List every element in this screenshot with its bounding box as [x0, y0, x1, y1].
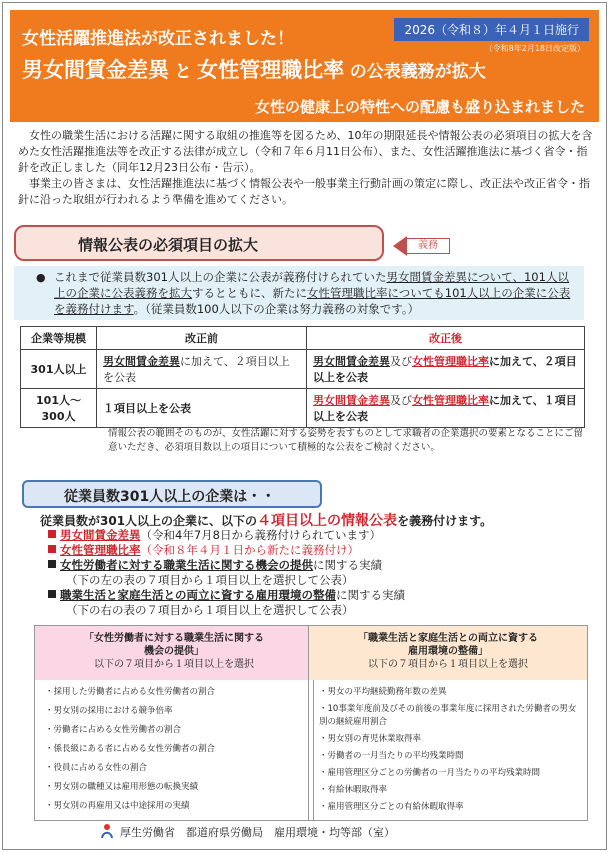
opportunity-items-header: [35, 626, 313, 680]
section2-lead: [40, 510, 492, 530]
headline-wage-gap: 男女間賃金差異: [22, 58, 169, 82]
required-items-list: [48, 528, 588, 618]
table-row: [21, 350, 585, 389]
lead-text-a: 従業員数が301人以上の企業に、以下の: [40, 514, 258, 528]
list-item: ・雇用管理区分ごとの労働者の一月当たりの平均残業時間: [319, 768, 541, 778]
comparison-table: [20, 326, 585, 428]
footer-issuer: 厚生労働省 都道府県労働局 雇用環境・均等部（室）: [120, 826, 395, 839]
list-item: ・採用した労働者に占める女性労働者の割合: [45, 687, 216, 697]
lead-emphasis: ４項目以上の情報公表: [257, 513, 398, 529]
headline-manager-ratio: 女性管理職比率: [197, 58, 345, 82]
cell-text-rest: に加えて、１項目以上を公表: [313, 394, 577, 423]
list-item: ・男女別の育児休業取得率: [319, 734, 422, 744]
list-item: ・労働者の一月当たりの平均残業時間: [319, 751, 464, 761]
item-label: 女性労働者に対する職業生活に関する機会の提供: [60, 558, 313, 572]
list-item-sub: （下の右の表の７項目から１項目以上を選択して公表）: [66, 603, 354, 617]
bullet-icon: ●: [36, 271, 46, 284]
square-bullet-icon: [48, 560, 56, 568]
revision-date: （令和8年2月18日改定版）: [484, 44, 585, 53]
cell-text-rest: に加えて、２項目以上を公表: [103, 355, 290, 384]
bullet-text-b: するとともに、新たに: [192, 286, 307, 300]
list-item: ・男女別の再雇用又は中途採用の実績: [45, 801, 190, 811]
item-note: （令和4年7月8日から義務付けられています）: [140, 528, 381, 542]
size-text-a: 101人〜: [36, 394, 81, 407]
box-title-line-1: 「女性労働者に対する職業生活に関する: [84, 633, 264, 644]
table-row: [21, 389, 585, 428]
list-item: ・男女別の採用における競争倍率: [45, 706, 173, 716]
table-cell-after: [307, 389, 585, 428]
list-item: ・男女の平均継続勤務年数の差異: [319, 687, 447, 697]
list-item-sub: （下の左の表の７項目から１項目以上を選択して公表）: [66, 573, 354, 587]
list-item: ・男女別の職種又は雇用形態の転換実績: [45, 782, 199, 792]
item-label: 女性管理職比率: [60, 543, 141, 557]
table-cell-size: [21, 389, 97, 428]
work-life-items-header: [309, 626, 587, 680]
table-cell-before: [97, 350, 307, 389]
list-item: ・係長級にある者に占める女性労働者の割合: [45, 744, 216, 754]
item-label: 男女間賃金差異: [60, 528, 141, 542]
table-cell-size: 301人以上: [21, 350, 97, 389]
box-title-line-2: 機会の提供」: [144, 646, 204, 657]
square-bullet-icon: [48, 530, 56, 538]
box-title-line-1: 「職業生活と家庭生活との両立に資する: [358, 633, 538, 644]
headline-to: と: [174, 62, 192, 82]
table-cell-before: [97, 389, 307, 428]
list-item: [48, 528, 588, 543]
bullet-text-a: これまで従業員数301人以上の企業に公表が義務付けられていた: [54, 270, 387, 284]
table-header-after: 改正後: [307, 327, 585, 350]
list-item: ・有給休暇取得率: [319, 785, 388, 795]
cell-text-manager-ratio: 女性管理職比率: [412, 394, 489, 407]
cell-text-and: 及び: [390, 394, 412, 407]
list-item: ・10事業年度前及びその前後の事業年度に採用された労働者の男女別の継続雇用割合: [319, 704, 577, 727]
arrow-left-icon: [393, 236, 407, 256]
mhlw-logo-icon: [100, 823, 114, 839]
size-text-b: 300人: [41, 410, 76, 423]
disclosure-note: 情報公表の範囲そのものが、女性活躍に対する姿勢を表すものとして求職者の企業選択の要素となることにご留意いただき、必須項目数以上の項目について積極的な公表をご検討ください。: [108, 428, 584, 453]
intro-paragraph-1: 女性の職業生活における活躍に関する取組の推進等を図るため、10年の期限延長や情報公表の必須項目の拡大を含めた女性活躍推進法等を改正する法律が成立し（令和７年６月11日公布）、また、女性活躍推進法に基づく省令・指針を改正しました（同年12月23日公布・告示）。: [18, 129, 593, 174]
section2-title: 従業員数301人以上の企業は・・: [22, 480, 322, 508]
box-subtitle: 以下の７項目から１項目以上を選択: [94, 659, 254, 670]
table-header-size: 企業等規模: [21, 327, 97, 350]
bullet-text-underline-1: 男女間賃金差異について、101人以上の企業に公表義務を拡大: [54, 270, 569, 300]
item-rest: に関する実績: [336, 588, 405, 602]
intro-text: [18, 128, 593, 208]
table-header-row: [21, 327, 585, 350]
cell-text-wage-gap: 男女間賃金差異: [313, 355, 390, 368]
headline-1: 女性活躍推進法が改正されました！: [22, 29, 294, 49]
cell-text-wage-gap: 男女間賃金差異: [103, 355, 180, 368]
headline-2: [22, 54, 486, 84]
list-item: [48, 558, 588, 573]
table-cell-after: [307, 350, 585, 389]
work-life-items-box: [308, 625, 588, 821]
cell-text-wage-gap: 男女間賃金差異: [313, 394, 390, 407]
headline-expansion: の公表義務が拡大: [349, 62, 486, 82]
list-item: ・労働者に占める女性労働者の割合: [45, 725, 182, 735]
list-item: [48, 588, 588, 603]
list-item: ・雇用管理区分ごとの有給休暇取得率: [319, 802, 464, 812]
section1-title: 情報公表の必須項目の拡大: [14, 225, 384, 261]
cell-text-manager-ratio: 女性管理職比率: [412, 355, 489, 368]
lead-text-b: を義務付けます。: [397, 514, 493, 528]
cell-text-rest: に加えて、２項目以上を公表: [313, 355, 577, 384]
obligation-tag: 義務: [406, 238, 450, 254]
square-bullet-icon: [48, 590, 56, 598]
intro-paragraph-2: 事業主の皆さまは、女性活躍推進法に基づく情報公表や一般事業主行動計画の策定に際し、改正法や改正省令・指針に沿った取組が行われるよう準備を進めてください。: [18, 177, 590, 206]
item-note: （令和８年４月１日から新たに義務付け）: [140, 543, 359, 557]
list-item: [48, 543, 588, 558]
table-header-before: 改正前: [97, 327, 307, 350]
box-subtitle: 以下の７項目から１項目以上を選択: [368, 659, 528, 670]
list-item: ・役員に占める女性の割合: [45, 763, 148, 773]
effective-date-badge: 2026（令和８）年４月１日施行: [394, 18, 589, 41]
box-title-line-2: 雇用環境の整備」: [408, 646, 488, 657]
opportunity-items-list: [35, 680, 313, 813]
item-label: 職業生活と家庭生活との両立に資する雇用環境の整備: [60, 588, 336, 602]
header-banner: [10, 10, 599, 122]
cell-text-and: 及び: [390, 355, 412, 368]
section1-bullet-box: [14, 266, 584, 320]
item-rest: に関する実績: [313, 558, 382, 572]
bullet-text-c: 。（従業員数100人以下の企業は努力義務の対象です。）: [133, 302, 420, 316]
cell-text-rest: １項目以上を公表: [103, 402, 191, 415]
work-life-items-list: [309, 680, 587, 814]
bullet-text-underline-2: 女性管理職比率についても101人以上の企業に公表を義務付けます: [54, 286, 571, 316]
headline-3: 女性の健康上の特性への配慮も盛り込まれました: [254, 98, 585, 116]
square-bullet-icon: [48, 545, 56, 553]
opportunity-items-box: [34, 625, 314, 821]
